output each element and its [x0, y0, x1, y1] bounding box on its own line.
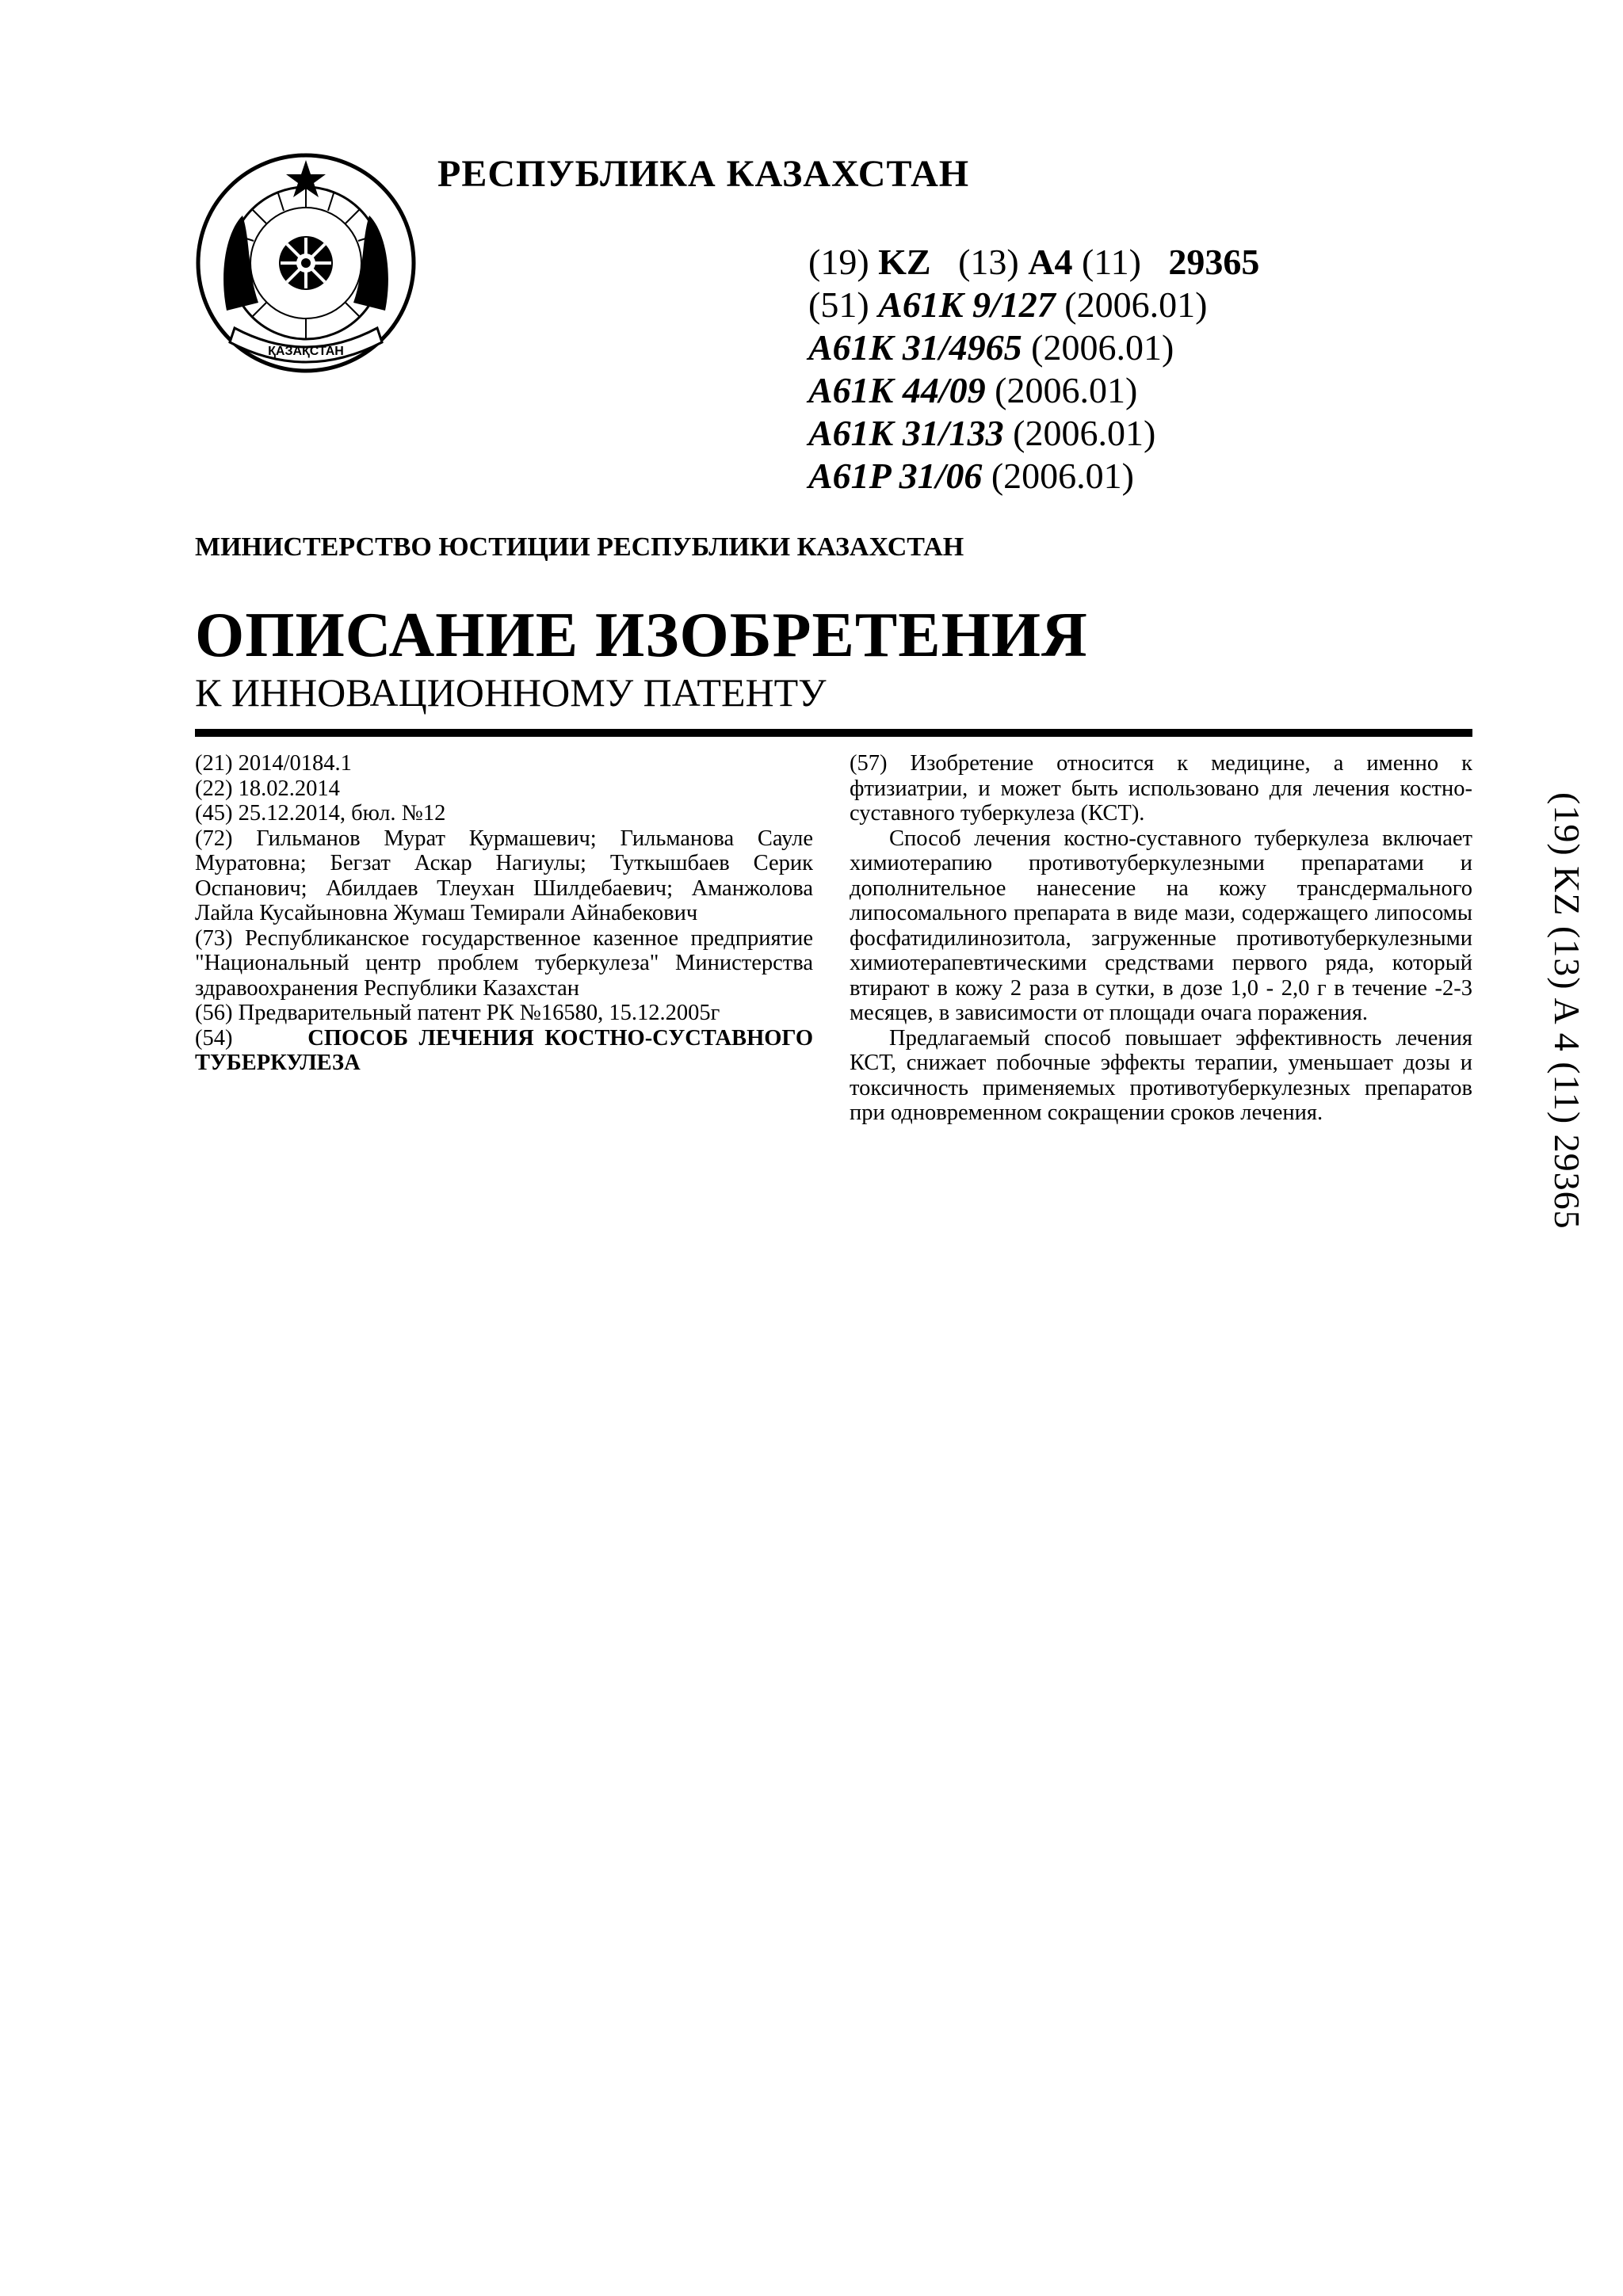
- invention-title: СПОСОБ ЛЕЧЕНИЯ КОСТНО-СУСТАВНОГО ТУБЕРКУЛЕЗА: [195, 1025, 813, 1075]
- abstract-paragraph-1: (57) Изобретение относится к медицине, а именно к фтизиатрии, и может быть использовано для лечения костно-суставного туберкулеза (КСТ).: [850, 751, 1472, 826]
- abstract-paragraph-2: Способ лечения костно-суставного туберкулеза включает химиотерапию противотуберкулезными препаратами и дополнительное нанесение на кожу трансдермального липосомального препарата в виде мази, содержащего липосомы фосфатидилинозитола, загруженные противотуберкулезными химиотерапевтическими средствами первого ряда, который втирают в кожу 2 раза в сутки, в дозе 1,0 - 2,0 г в течение -2-3 месяцев, в зависимости от площади очага поражения.: [850, 826, 1472, 1025]
- kind-code: A4: [1028, 242, 1073, 282]
- emblem-ribbon-text: ҚАЗАҚСТАН: [268, 345, 344, 358]
- state-emblem: [195, 152, 417, 374]
- document-subtitle: К ИННОВАЦИОННОМУ ПАТЕНТУ: [195, 670, 827, 715]
- inid-51: (51): [808, 284, 869, 325]
- ipc-year: (2006.01): [1013, 413, 1156, 453]
- abstract: [850, 751, 1472, 1126]
- ipc-line: [808, 412, 1259, 455]
- bibliographic-data: [195, 751, 813, 1076]
- ipc-year: (2006.01): [1031, 327, 1174, 368]
- ipc-code: A61K 44/09: [808, 370, 986, 410]
- ipc-code: A61K 31/133: [808, 413, 1004, 453]
- field-45: (45) 25.12.2014, бюл. №12: [195, 801, 446, 826]
- ipc-code: A61K 9/127: [878, 284, 1056, 325]
- field-73-owner: (73) Республиканское государственное казенное предприятие "Национальный центр проблем туберкулеза" Министерства здравоохранения Республики Казахстан: [195, 925, 813, 1001]
- field-54-title: [195, 1026, 813, 1076]
- inid-13: (13): [958, 242, 1019, 282]
- document-title: ОПИСАНИЕ ИЗОБРЕТЕНИЯ: [195, 601, 1088, 670]
- field-22: (22) 18.02.2014: [195, 776, 340, 801]
- ipc-year: (2006.01): [995, 370, 1138, 410]
- ipc-line: [808, 326, 1259, 369]
- ipc-code: A61P 31/06: [808, 456, 983, 496]
- ipc-line: [808, 455, 1259, 498]
- abstract-paragraph-3: Предлагаемый способ повышает эффективность лечения КСТ, снижает побочные эффекты терапии, уменьшает дозы и токсичность применяемых противотуберкулезных препаратов при одновременном сокращении сроков лечения.: [850, 1025, 1472, 1125]
- inid-11: (11): [1081, 242, 1141, 282]
- ipc-year: (2006.01): [1064, 284, 1208, 325]
- ipc-code: A61K 31/4965: [808, 327, 1022, 368]
- header-divider: [195, 729, 1472, 737]
- ipc-year: (2006.01): [991, 456, 1134, 496]
- publication-number-line: [808, 241, 1259, 284]
- republic-name: РЕСПУБЛИКА КАЗАХСТАН: [437, 153, 970, 195]
- field-72-inventors: (72) Гильманов Мурат Курмашевич; Гильманова Сауле Муратовна; Бегзат Аскар Нагиулы; Туткышбаев Серик Оспанович; Абилдаев Тлеухан Шилдебаевич; Аманжолова Лайла Кусайыновна Жумаш Темирали Айнабекович: [195, 826, 813, 925]
- ipc-line: [808, 369, 1259, 412]
- field-56-references: (56) Предварительный патент РК №16580, 15.12.2005г: [195, 1001, 720, 1025]
- ministry-name: МИНИСТЕРСТВО ЮСТИЦИИ РЕСПУБЛИКИ КАЗАХСТАН: [195, 532, 964, 562]
- field-21: (21) 2014/0184.1: [195, 751, 352, 776]
- side-publication-label: (19) KZ (13) A 4 (11) 29365: [1547, 792, 1587, 1230]
- country-code: KZ: [878, 242, 931, 282]
- publication-codes: [808, 241, 1259, 498]
- ipc-line: [808, 284, 1259, 326]
- inid-54: (54): [195, 1025, 233, 1051]
- inid-19: (19): [808, 242, 869, 282]
- patent-number: 29365: [1168, 242, 1260, 282]
